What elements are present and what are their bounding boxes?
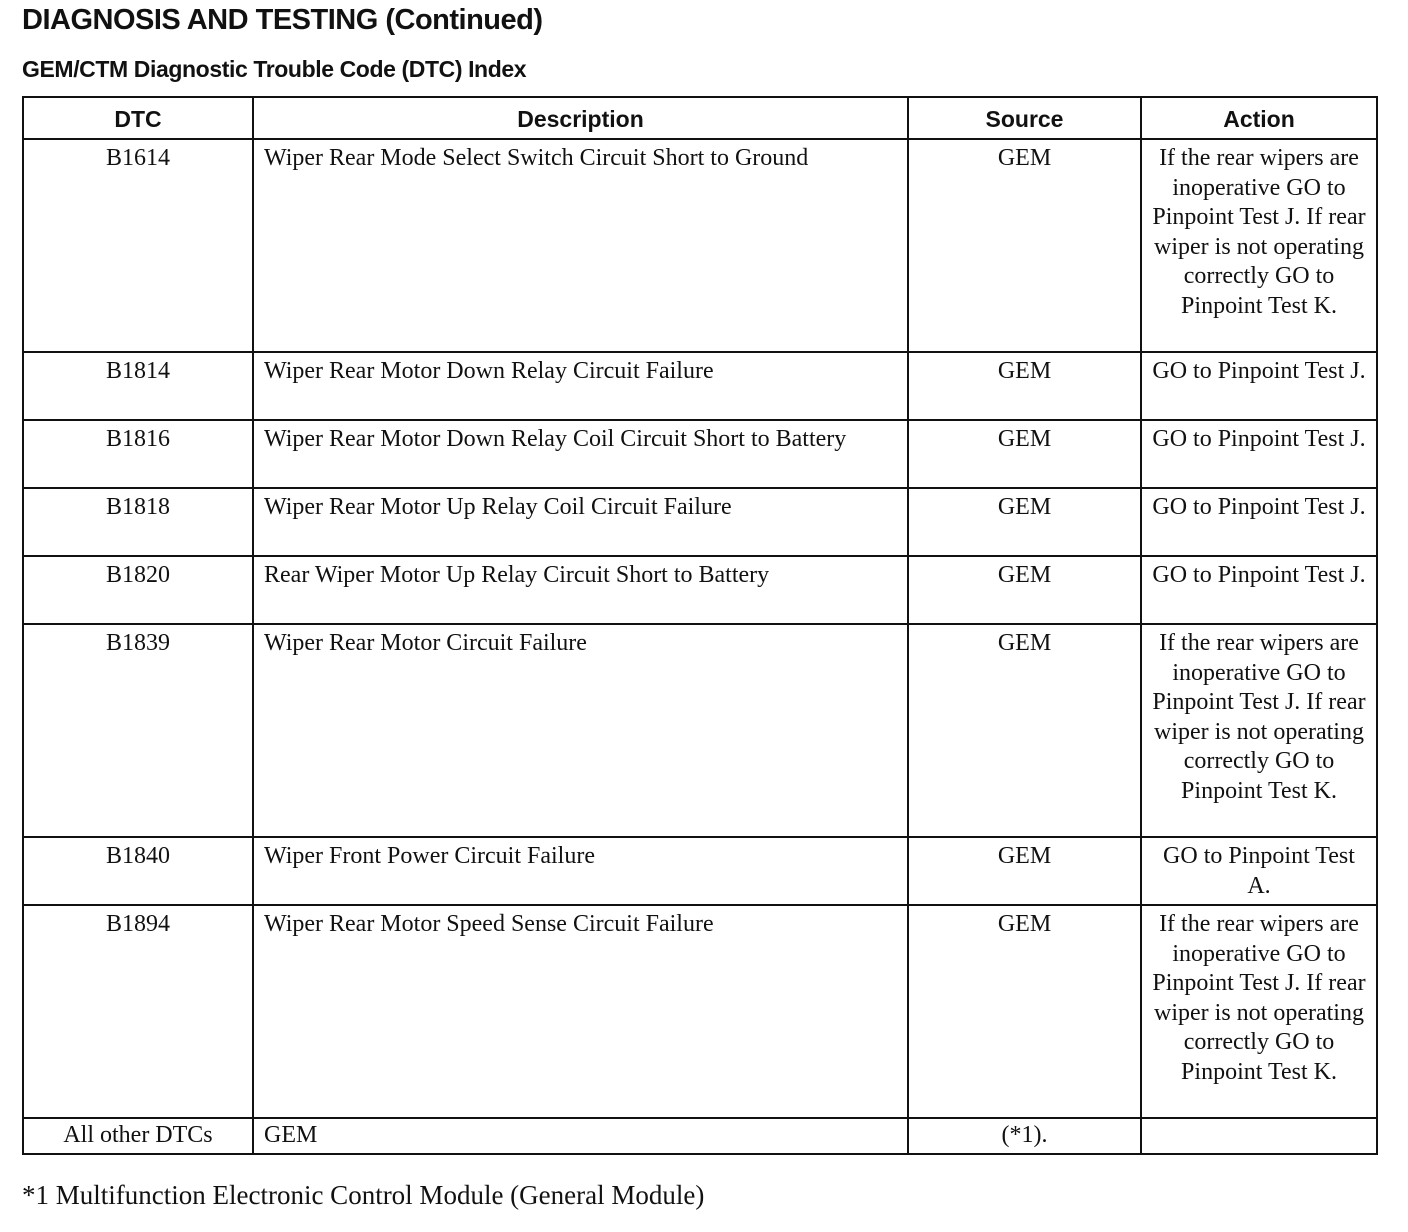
section-heading: DIAGNOSIS AND TESTING (Continued) <box>22 4 543 36</box>
column-header-description: Description <box>253 97 908 139</box>
action-cell: GO to Pinpoint Test J. <box>1141 420 1377 488</box>
source-cell: GEM <box>908 905 1141 1118</box>
source-cell: GEM <box>908 139 1141 352</box>
dtc-code-cell: B1839 <box>23 624 253 837</box>
dtc-code-cell: All other DTCs <box>23 1118 253 1154</box>
dtc-index-table <box>22 96 1378 1155</box>
dtc-code-cell: B1840 <box>23 837 253 905</box>
table-row <box>23 624 1377 837</box>
dtc-code-cell: B1820 <box>23 556 253 624</box>
source-cell: GEM <box>908 837 1141 905</box>
source-cell: GEM <box>908 624 1141 837</box>
action-cell: GO to Pinpoint Test J. <box>1141 556 1377 624</box>
description-cell: Wiper Front Power Circuit Failure <box>253 837 908 905</box>
source-cell: GEM <box>908 352 1141 420</box>
column-header-action: Action <box>1141 97 1377 139</box>
table-row <box>23 905 1377 1118</box>
table-title: GEM/CTM Diagnostic Trouble Code (DTC) Index <box>22 56 527 82</box>
column-header-source: Source <box>908 97 1141 139</box>
description-cell: Wiper Rear Motor Circuit Failure <box>253 624 908 837</box>
action-cell: GO to Pinpoint Test J. <box>1141 488 1377 556</box>
column-header-dtc: DTC <box>23 97 253 139</box>
table-row <box>23 139 1377 352</box>
table-row <box>23 420 1377 488</box>
dtc-code-cell: B1818 <box>23 488 253 556</box>
action-cell <box>1141 1118 1377 1154</box>
action-cell: If the rear wipers are inoperative GO to Pinpoint Test J. If rear wiper is not operating correctly GO to Pinpoint Test K. <box>1141 624 1377 837</box>
source-cell: (*1). <box>908 1118 1141 1154</box>
action-cell: If the rear wipers are inoperative GO to Pinpoint Test J. If rear wiper is not operating correctly GO to Pinpoint Test K. <box>1141 905 1377 1118</box>
action-cell: GO to Pinpoint Test A. <box>1141 837 1377 905</box>
table-row <box>23 1118 1377 1154</box>
description-cell: Rear Wiper Motor Up Relay Circuit Short to Battery <box>253 556 908 624</box>
dtc-code-cell: B1614 <box>23 139 253 352</box>
table-header-row <box>23 97 1377 139</box>
description-cell: Wiper Rear Mode Select Switch Circuit Short to Ground <box>253 139 908 352</box>
source-cell: GEM <box>908 488 1141 556</box>
dtc-code-cell: B1894 <box>23 905 253 1118</box>
description-cell: GEM <box>253 1118 908 1154</box>
description-cell: Wiper Rear Motor Up Relay Coil Circuit Failure <box>253 488 908 556</box>
description-cell: Wiper Rear Motor Down Relay Circuit Failure <box>253 352 908 420</box>
footnote: *1 Multifunction Electronic Control Module (General Module) <box>22 1180 705 1210</box>
action-cell: If the rear wipers are inoperative GO to Pinpoint Test J. If rear wiper is not operating correctly GO to Pinpoint Test K. <box>1141 139 1377 352</box>
table-row <box>23 488 1377 556</box>
description-cell: Wiper Rear Motor Speed Sense Circuit Failure <box>253 905 908 1118</box>
description-cell: Wiper Rear Motor Down Relay Coil Circuit Short to Battery <box>253 420 908 488</box>
table-row <box>23 556 1377 624</box>
action-cell: GO to Pinpoint Test J. <box>1141 352 1377 420</box>
source-cell: GEM <box>908 420 1141 488</box>
table-row <box>23 352 1377 420</box>
dtc-code-cell: B1814 <box>23 352 253 420</box>
source-cell: GEM <box>908 556 1141 624</box>
table-row <box>23 837 1377 905</box>
dtc-code-cell: B1816 <box>23 420 253 488</box>
